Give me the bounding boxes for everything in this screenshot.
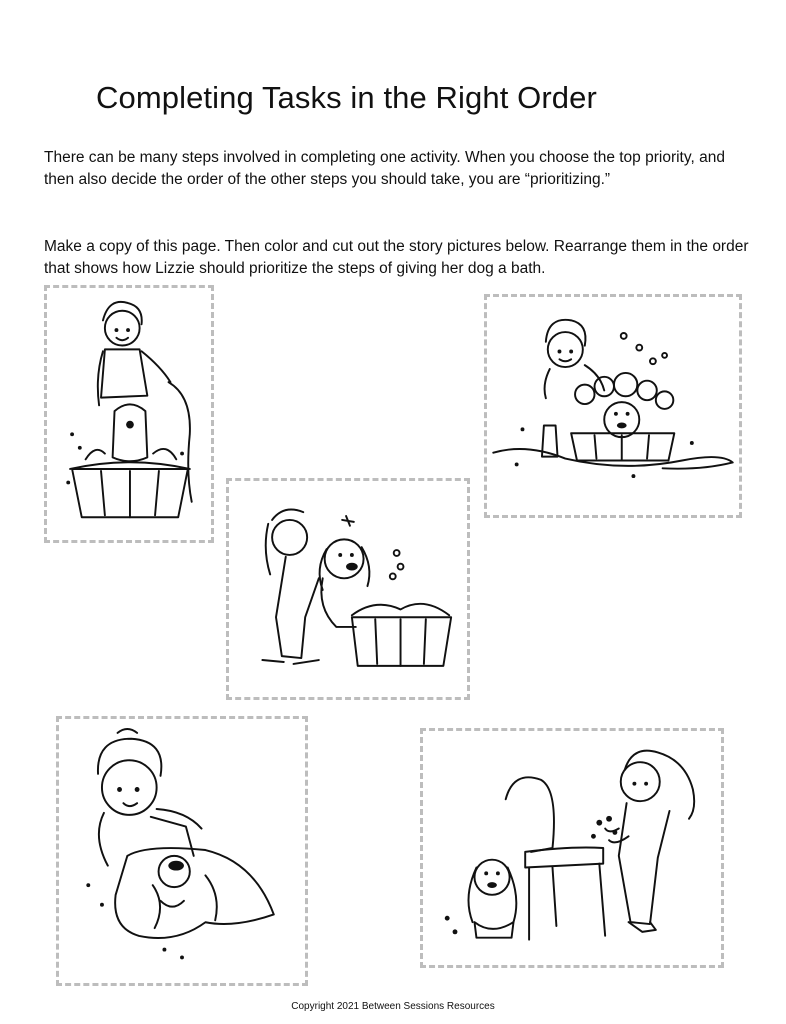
lifting-dog-illustration bbox=[229, 481, 467, 697]
drying-dog-illustration bbox=[59, 719, 305, 983]
intro-paragraph: There can be many steps involved in completing one activity. When you choose the top priority, and then also decide the order of the other steps you should take, you are “prioritizing.” bbox=[44, 149, 725, 188]
story-card-lifting[interactable] bbox=[226, 478, 470, 700]
page-title: Completing Tasks in the Right Order bbox=[96, 80, 597, 115]
copyright-footer: Copyright 2021 Between Sessions Resources bbox=[291, 1001, 495, 1012]
story-card-rinsing[interactable] bbox=[44, 285, 214, 543]
instructions-paragraph: Make a copy of this page. Then color and cut out the story pictures below. Rearrange them in the order that shows how Lizzie should prioritize the steps of giving her dog a bath. bbox=[44, 238, 749, 277]
rinsing-dog-illustration bbox=[47, 288, 211, 540]
story-card-scrubbing[interactable] bbox=[484, 294, 742, 518]
treats-dog-illustration bbox=[423, 731, 721, 965]
story-card-drying[interactable] bbox=[56, 716, 308, 986]
scrubbing-dog-illustration bbox=[487, 297, 739, 515]
story-card-treats[interactable] bbox=[420, 728, 724, 968]
